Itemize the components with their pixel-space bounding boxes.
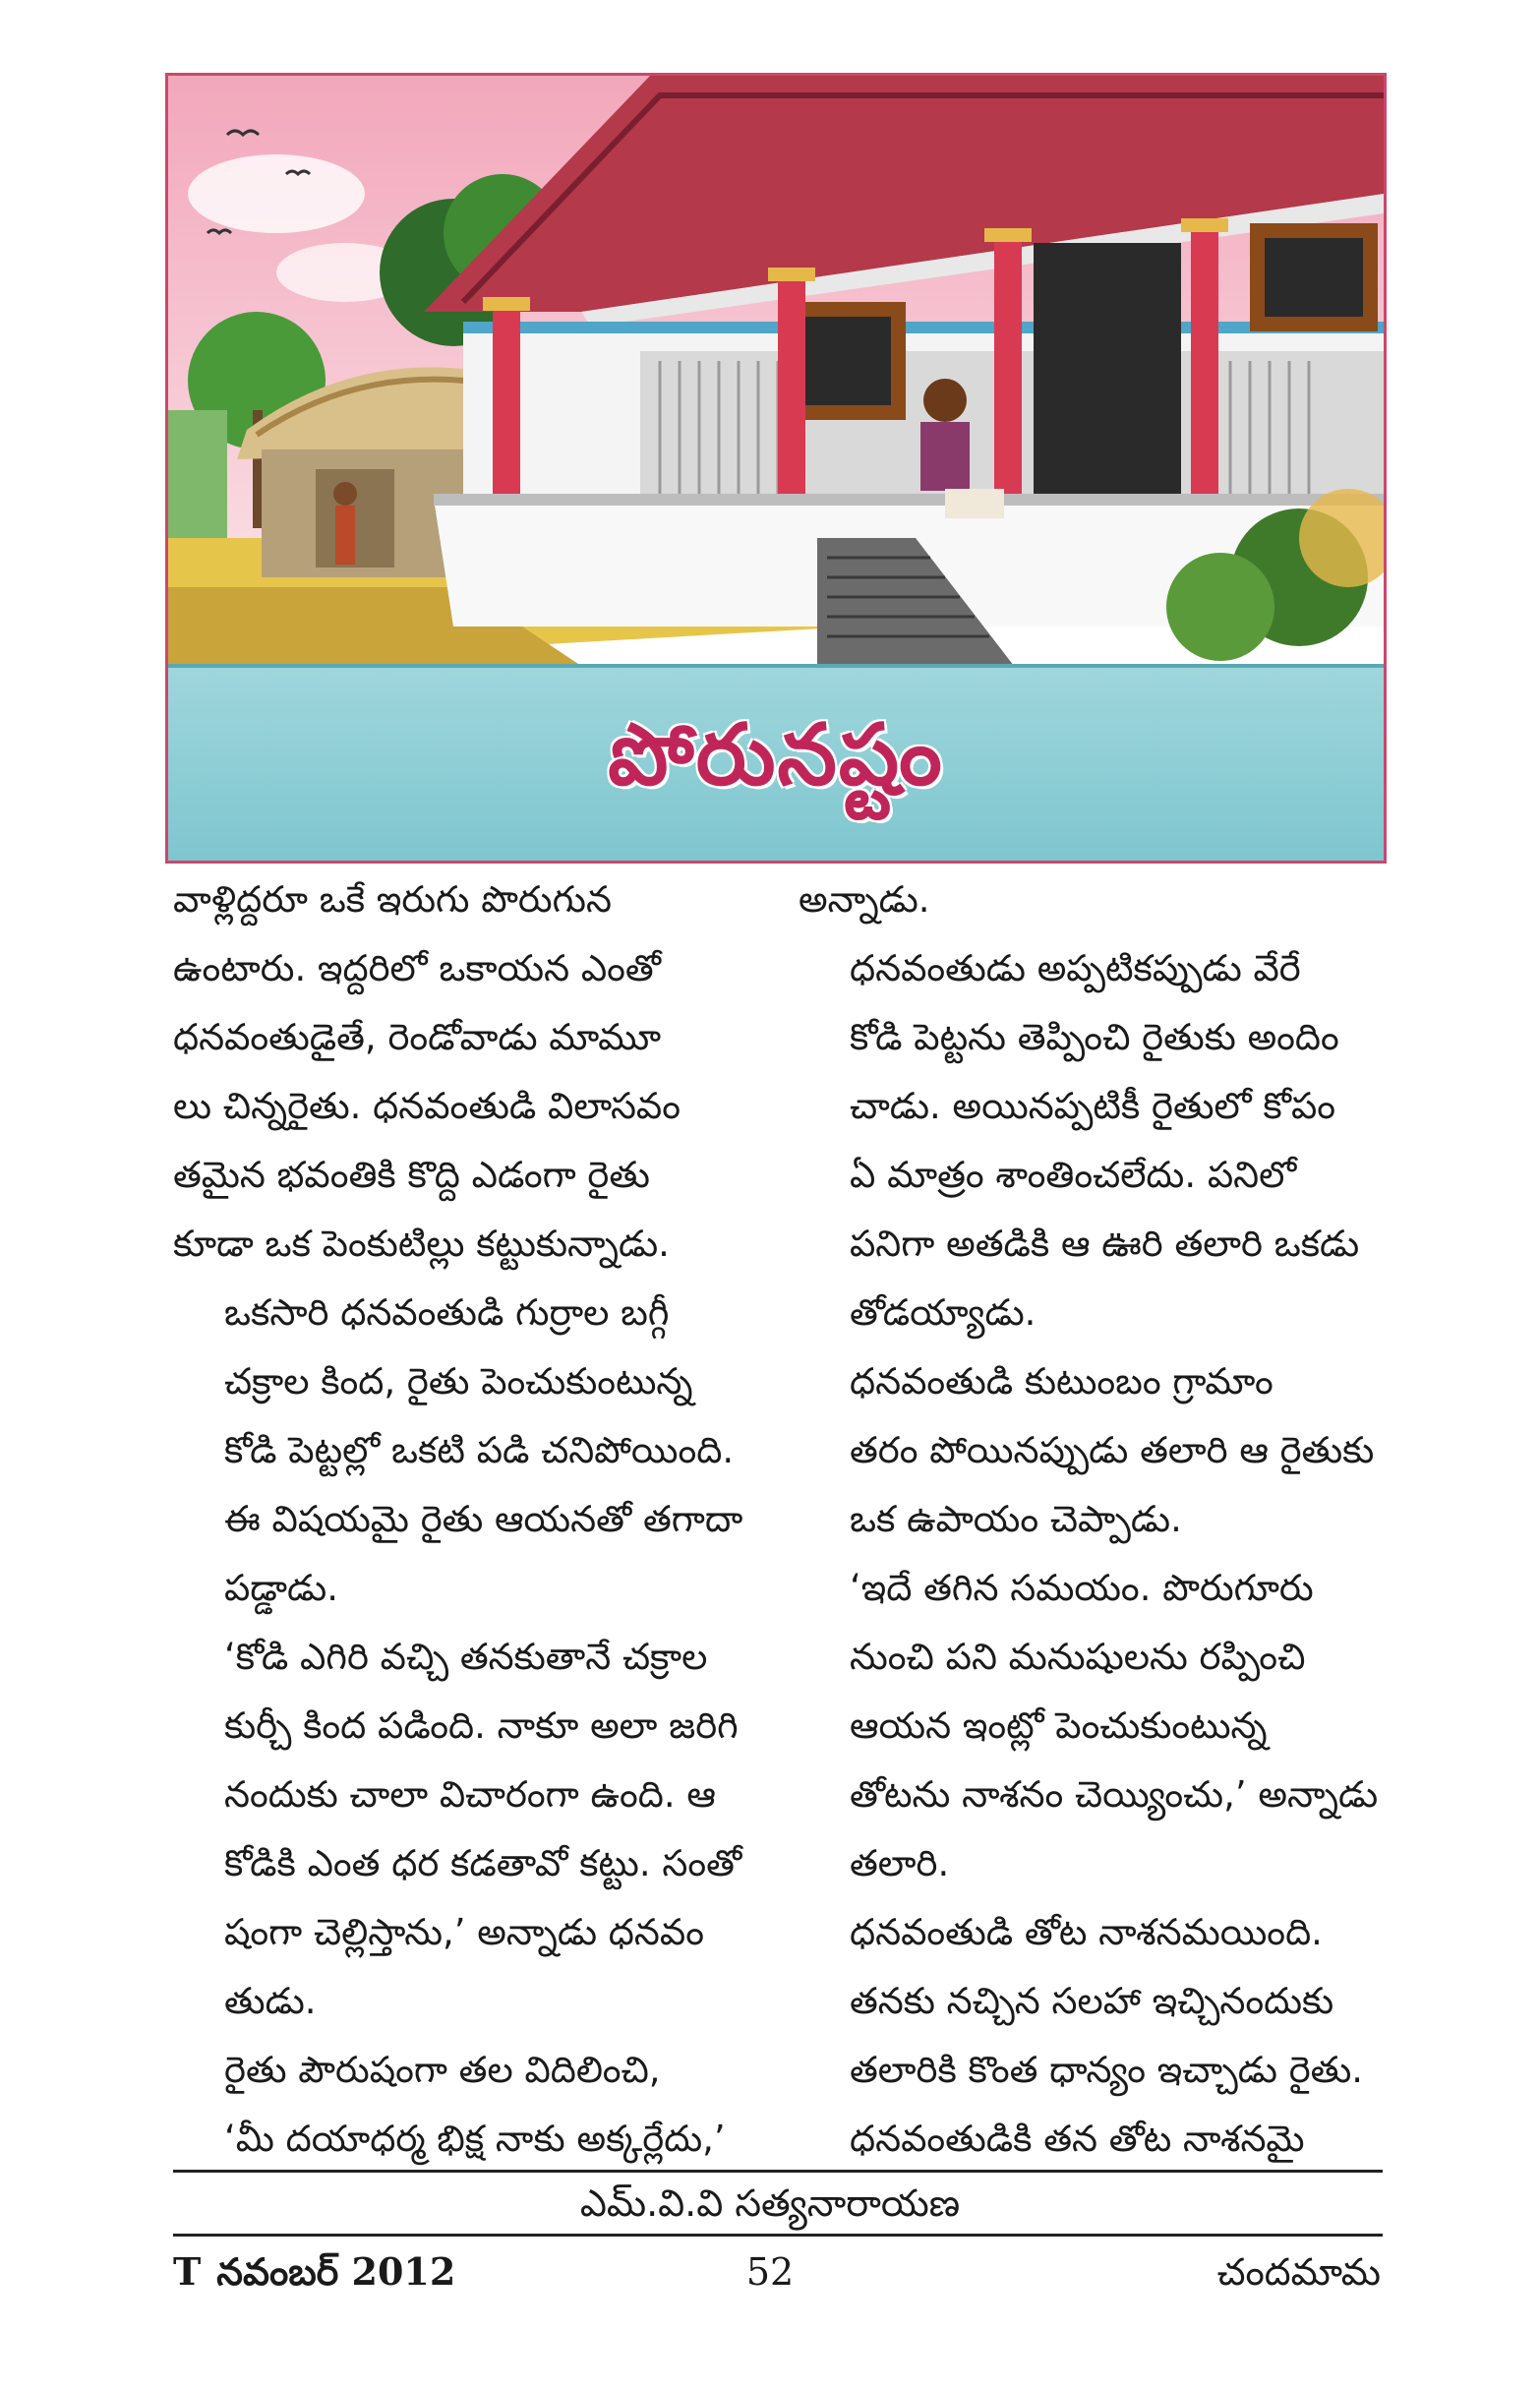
paragraph: [799, 1554, 1398, 1898]
text-line: తోడయ్యాడు.: [850, 1291, 1037, 1334]
text-line: కోడి పెట్టను తెప్పించి రైతుకు అందిం: [850, 1016, 1339, 1058]
text-line: ఆయన ఇంట్లో పెంచుకుంటున్న: [850, 1704, 1268, 1747]
text-line: చక్రాల కింద, రైతు పెంచుకుంటున్న: [224, 1360, 693, 1403]
paragraph: [173, 1279, 773, 1623]
paragraph: [173, 2036, 773, 2174]
text-line: తనకు నచ్చిన సలహా ఇచ్చినందుకు: [850, 1980, 1334, 2022]
text-line: ఈ విషయమై రైతు ఆయనతో తగాదా: [224, 1498, 743, 1540]
text-line: అన్నాడు.: [799, 878, 930, 921]
paragraph: [799, 1347, 1398, 1554]
text-line: తలారి.: [850, 1842, 950, 1884]
text-line: ఉంటారు. ఇద్దరిలో ఒకాయన ఎంతో: [173, 947, 662, 989]
text-line: తోటను నాశనం చెయ్యించు,’ అన్నాడు: [850, 1773, 1379, 1816]
paragraph: [799, 934, 1398, 1347]
story-illustration: [165, 73, 1387, 864]
text-line: ఒక ఉపాయం చెప్పాడు.: [850, 1498, 1182, 1540]
issue-mark: T: [173, 2249, 202, 2294]
text-line: ధనవంతుడి తోట నాశనమయింది.: [850, 1911, 1323, 1953]
text-line: కూడా ఒక పెంకుటిల్లు కట్టుకున్నాడు.: [173, 1223, 670, 1265]
text-line: నందుకు చాలా విచారంగా ఉంది. ఆ: [224, 1773, 716, 1816]
text-line: ‘మీ దయాధర్మ భిక్ష నాకు అక్కర్లేదు,’: [224, 2118, 726, 2160]
author-divider-top: [173, 2170, 1383, 2173]
text-line: ధనవంతుడి కుటుంబం గ్రామాం: [850, 1360, 1273, 1403]
page-number: 52: [745, 2250, 795, 2294]
issue-date: నవంబర్ 2012: [216, 2249, 456, 2294]
text-line: తలారికి కొంత ధాన్యం ఇచ్చాడు రైతు.: [850, 2049, 1364, 2091]
text-line: తుడు.: [224, 1980, 317, 2022]
text-line: వాళ్లిద్దరూ ఒకే ఇరుగు పొరుగున: [173, 878, 612, 921]
text-line: పడ్డాడు.: [224, 1567, 338, 1609]
text-line: ధనవంతుడైతే, రెండోవాడు మామూ: [173, 1016, 662, 1058]
paragraph: [799, 1898, 1398, 2105]
story-title: పోరునష్టం: [608, 705, 944, 805]
magazine-name: చందమామ: [1216, 2250, 1381, 2294]
text-line: ఏ మాత్రం శాంతించలేదు. పనిలో: [850, 1154, 1297, 1196]
text-line: పనిగా అతడికి ఆ ఊరి తలారి ఒకడు: [850, 1223, 1360, 1265]
text-line: షంగా చెల్లిస్తాను,’ అన్నాడు ధనవం: [224, 1911, 704, 1953]
author-byline: ఎమ్.వి.వి సత్యనారాయణ: [579, 2181, 961, 2225]
paragraph: [173, 1623, 773, 2036]
paragraph: [173, 866, 773, 1279]
paragraph: [799, 866, 1398, 934]
text-line: నుంచి పని మనుషులను రప్పించి: [850, 1636, 1306, 1678]
right-text-column: [799, 866, 1398, 2174]
text-line: ‘ఇదే తగిన సమయం. పొరుగూరు: [850, 1567, 1314, 1609]
left-text-column: [173, 866, 773, 2174]
text-line: ధనవంతుడు అప్పటికప్పుడు వేరే: [850, 947, 1301, 989]
text-line: కోడికి ఎంత ధర కడతావో కట్టు. సంతో: [224, 1842, 742, 1884]
paragraph: [799, 2105, 1398, 2174]
text-line: చాడు. అయినప్పటికీ రైతులో కోపం: [850, 1085, 1336, 1127]
text-line: లు చిన్నరైతు. ధనవంతుడి విలాసవం: [173, 1085, 681, 1127]
text-line: రైతు పౌరుషంగా తల విదిలించి,: [224, 2049, 661, 2091]
text-line: ‘కోడి ఎగిరి వచ్చి తనకుతానే చక్రాల: [224, 1636, 708, 1678]
text-line: ధనవంతుడికి తన తోట నాశనమై: [850, 2118, 1305, 2160]
text-line: తరం పోయినప్పుడు తలారి ఆ రైతుకు: [850, 1429, 1375, 1471]
text-line: కోడి పెట్టల్లో ఒకటి పడి చనిపోయింది.: [224, 1429, 735, 1471]
text-line: ఒకసారి ధనవంతుడి గుర్రాల బగ్గీ: [224, 1291, 670, 1334]
author-divider-bottom: [173, 2234, 1383, 2237]
text-line: తమైన భవంతికి కొద్ది ఎడంగా రైతు: [173, 1154, 650, 1196]
text-line: కుర్చీ కింద పడింది. నాకూ అలా జరిగి: [224, 1704, 739, 1747]
